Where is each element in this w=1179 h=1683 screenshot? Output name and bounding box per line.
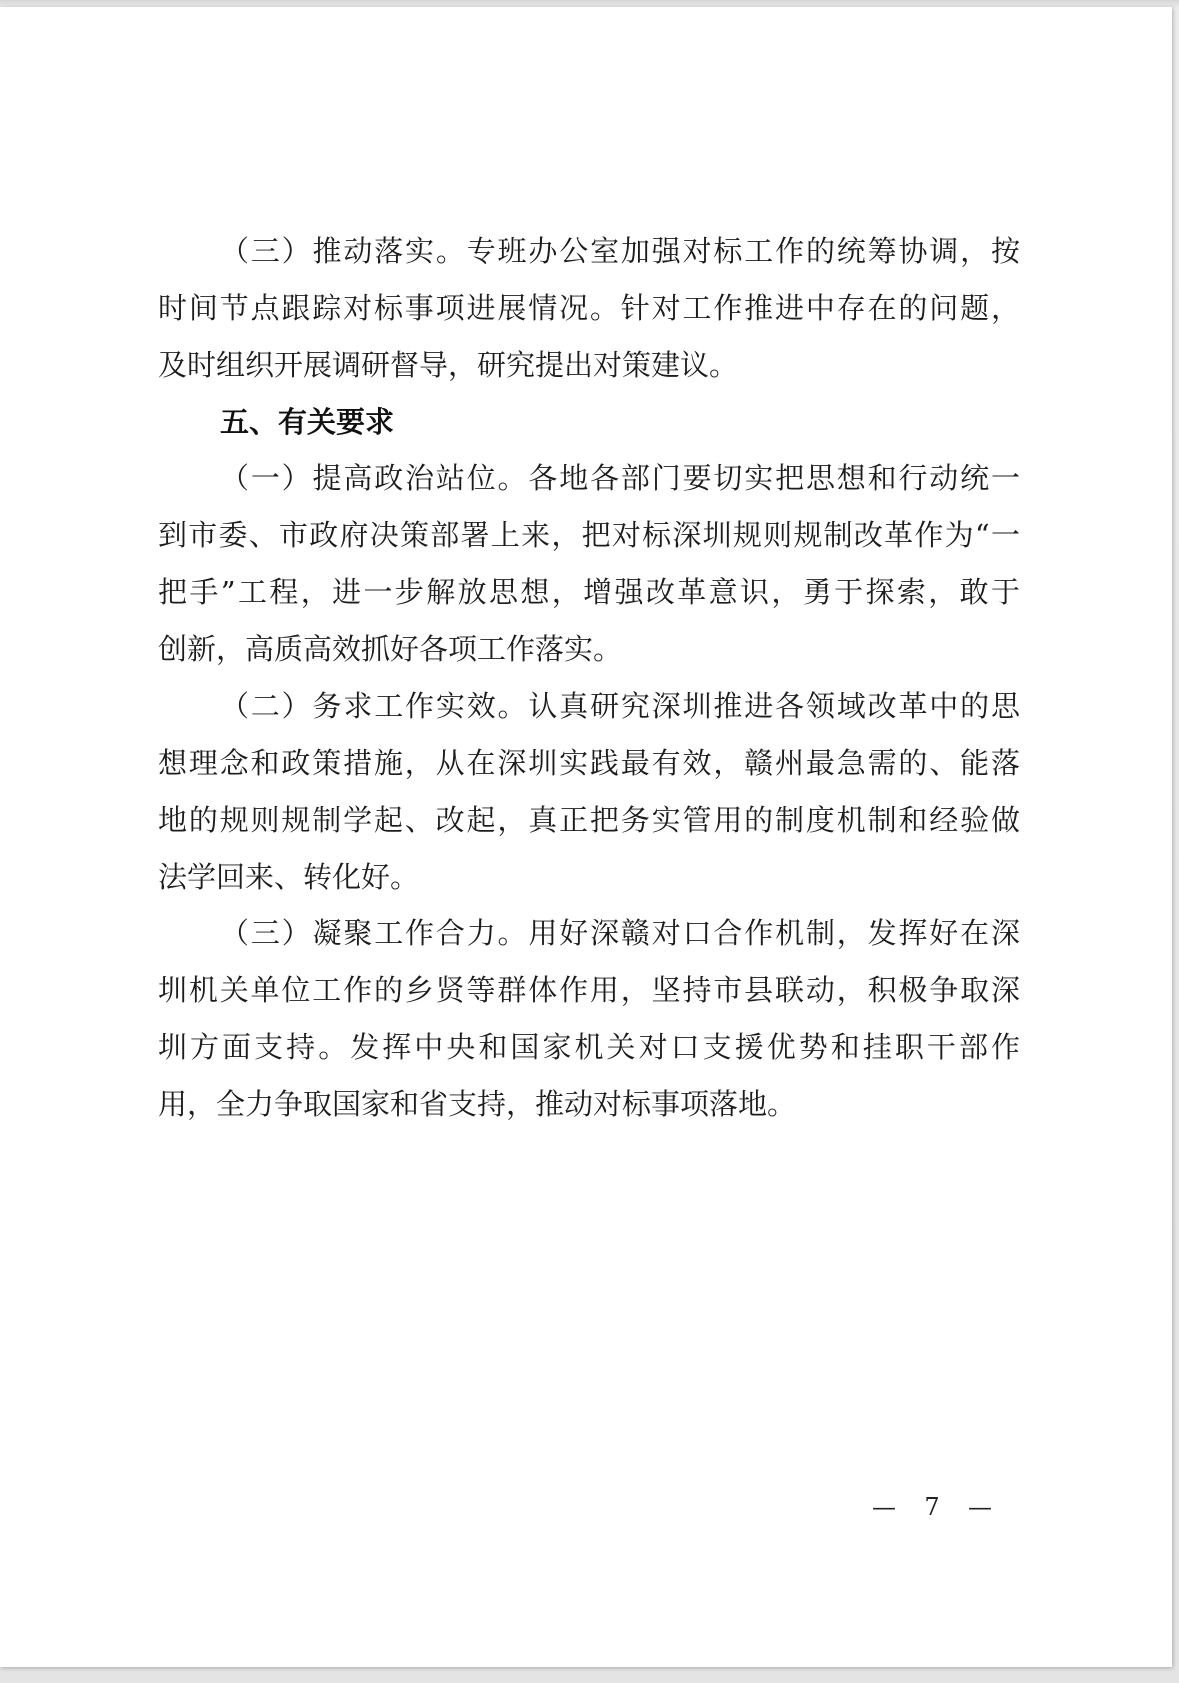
- section-heading: 五、有关要求: [220, 405, 395, 439]
- paragraph-line: （三）凝聚工作合力。用好深赣对口合作机制，发挥好在深: [220, 916, 1020, 950]
- paragraph-line: （三）推动落实。专班办公室加强对标工作的统筹协调，按: [220, 234, 1020, 268]
- paragraph-line: 及时组织开展调研督导，研究提出对策建议。: [158, 348, 739, 382]
- paragraph-line: 圳机关单位工作的乡贤等群体作用，坚持市县联动，积极争取深: [158, 973, 1020, 1007]
- paragraph-line: 创新，高质高效抓好各项工作落实。: [158, 632, 623, 666]
- paragraph-line: 圳方面支持。发挥中央和国家机关对口支援优势和挂职干部作: [158, 1030, 1020, 1064]
- paragraph-line: （二）务求工作实效。认真研究深圳推进各领域改革中的思: [220, 689, 1020, 723]
- page-footer: [872, 1491, 992, 1523]
- paragraph-line: 到市委、市政府决策部署上来，把对标深圳规则规制改革作为“一: [158, 518, 1020, 552]
- paragraph-line: 地的规则规制学起、改起，真正把务实管用的制度机制和经验做: [158, 803, 1020, 837]
- document-page: [0, 7, 1172, 1667]
- paragraph-line: 时间节点跟踪对标事项进展情况。针对工作推进中存在的问题，: [158, 291, 1020, 325]
- paragraph-line: 想理念和政策措施，从在深圳实践最有效，赣州最急需的、能落: [158, 746, 1020, 780]
- page-number-dash-left: —: [872, 1493, 896, 1521]
- paragraph-line: 把手”工程，进一步解放思想，增强改革意识，勇于探索，敢于: [158, 575, 1020, 609]
- page-number-dash-right: —: [968, 1493, 992, 1521]
- paragraph-line: （一）提高政治站位。各地各部门要切实把思想和行动统一: [220, 461, 1020, 495]
- page-number: 7: [924, 1493, 940, 1521]
- paragraph-line: 法学回来、转化好。: [158, 860, 420, 894]
- paragraph-line: 用，全力争取国家和省支持，推动对标事项落地。: [158, 1087, 797, 1121]
